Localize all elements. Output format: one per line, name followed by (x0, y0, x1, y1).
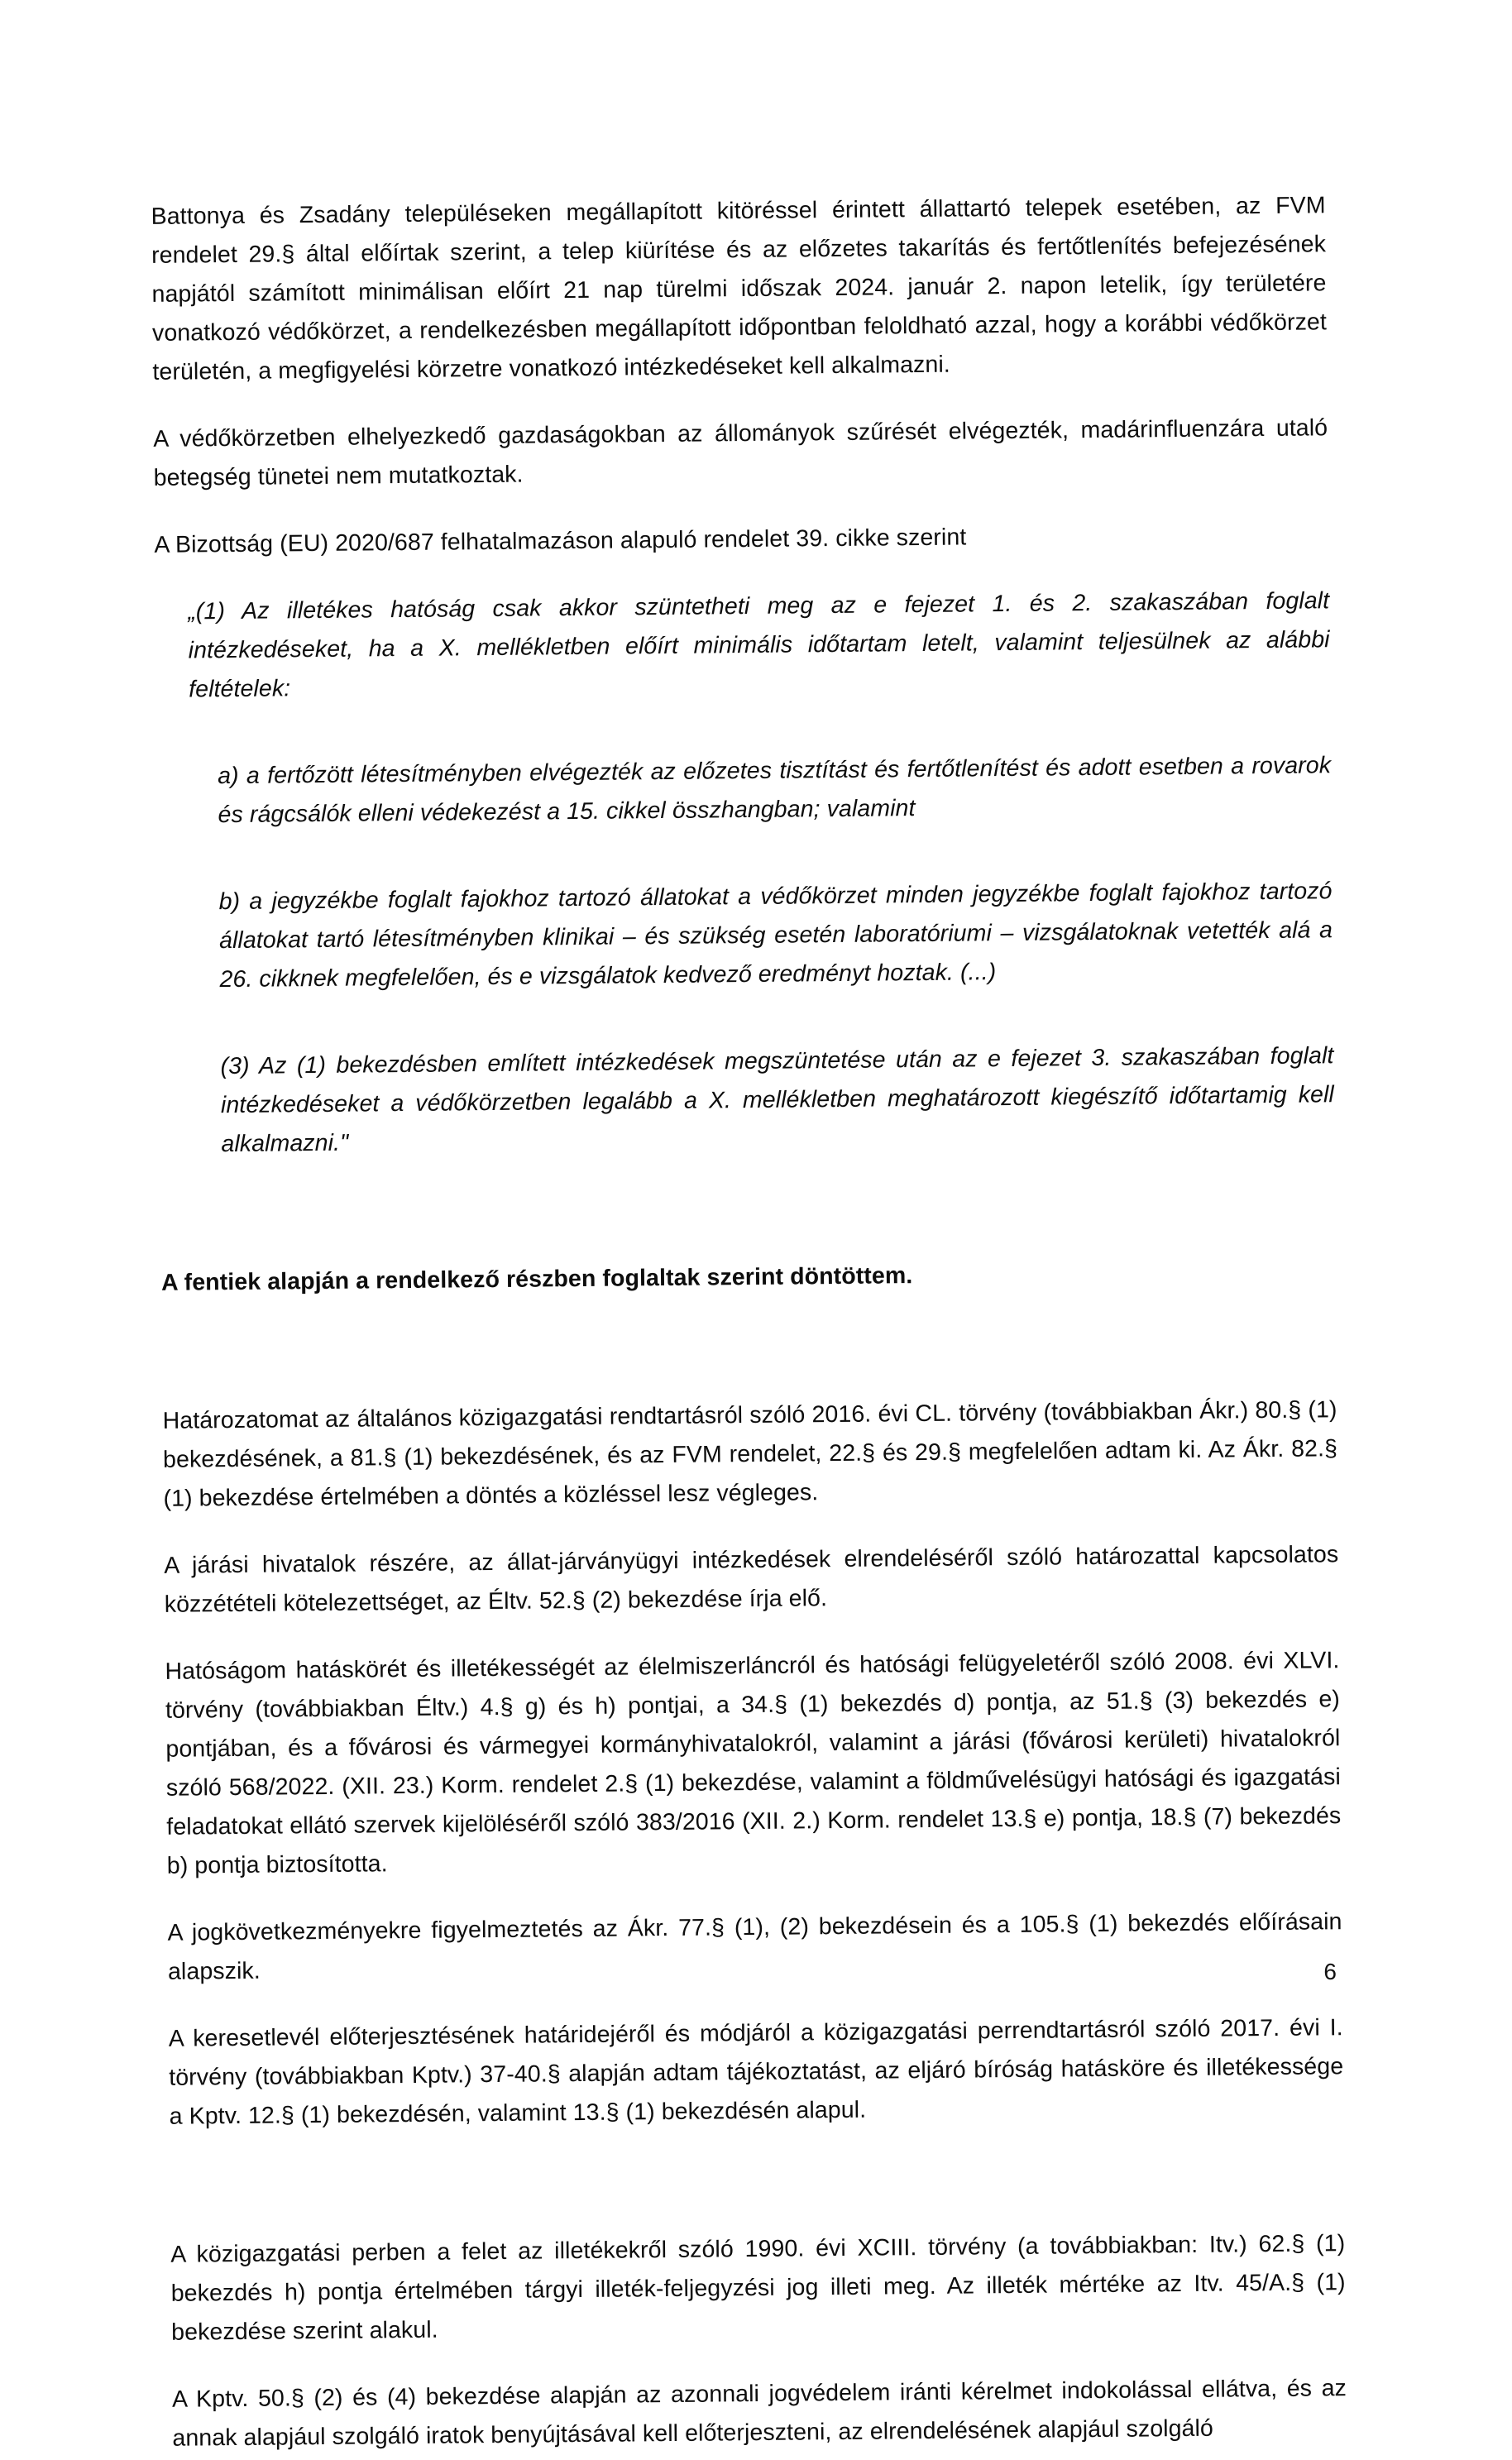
paragraph-publication-duty: A járási hivatalok részére, az állat-járványügyi intézkedések elrendeléséről szóló határozattal kapcsolatos közzétételi kötelezettséget, az Éltv. 52.§ (2) bekezdése írja elő. (164, 1541, 1339, 1618)
paragraph-appeal-deadline: A keresetlevél előterjesztésének határidejéről és módjáról a közigazgatási perrendtartásról szóló 2017. évi I. törvény (továbbiakban Kptv.) 37-40.§ alapján adtam tájékoztatást, az eljáró bíróság hatásköre és illetékessége a Kptv. 12.§ (1) bekezdésén, valamint 13.§ (1) bekezdésén alapul. (168, 2014, 1344, 2130)
quoted-clause-1: „(1) Az illetékes hatóság csak akkor szüntetheti meg az e fejezet 1. és 2. szakaszában foglalt intézkedéseket, ha a X. mellékletben előírt minimális időtartam letelt, valamint teljesülnek az alábbi feltételek: (188, 587, 1330, 703)
paragraph-stamp-duty: A közigazgatási perben a felet az illetékekről szóló 1990. évi XCIII. törvény (a továbbiakban: Itv.) 62.§ (1) bekezdés h) pontja értelmében tárgyi illeték-feljegyzési jog illeti meg. Az illeték mértéke az Itv. 45/A.§ (1) bekezdése szerint alakul. (170, 2230, 1346, 2346)
paragraph-2: A védőkörzetben elhelyezkedő gazdaságokban az állományok szűrését elvégezték, madárinfluenzára utaló betegség tünetei nem mutatkoztak. (153, 414, 1328, 491)
spacer (170, 2125, 1345, 2236)
paragraph-3-regulation-reference: A Bizottság (EU) 2020/687 felhatalmazáson alapuló rendelet 39. cikke szerint (154, 524, 967, 558)
page-number: 6 (1323, 1959, 1337, 1984)
quoted-clause-3: (3) Az (1) bekezdésben említett intézkedések megszüntetése után az e fejezet 3. szakaszában foglalt intézkedéseket a védőkörzetben legalább a X. mellékletben meghatározott kiegészítő időtartamig kell alkalmazni." (220, 1042, 1335, 1158)
paragraph-legal-consequences: A jogkövetkezményekre figyelmeztetés az Ákr. 77.§ (1), (2) bekezdésein és a 105.§ (1) bekezdés előírásain alapszik. (167, 1908, 1342, 1985)
spacer (160, 1153, 1336, 1264)
decision-heading: A fentiek alapján a rendelkező részben foglaltak szerint döntöttem. (160, 1262, 913, 1296)
paragraph-jurisdiction: Hatóságom hatáskörét és illetékességét az élelmiszerláncról és hatósági felügyeletéről szóló 2008. évi XLVI. törvény (továbbiakban Éltv.) 4.§ g) és h) pontjai, a 34.§ (1) bekezdés d) pontja, az 51.§ (3) bekezdés e) pontjában, és a fővárosi és vármegyei kormányhivatalokról, valamint a járási (fővárosi kerületi) hivatalokról szóló 568/2022. (XII. 23.) Korm. rendelet 2.§ (1) bekezdése, valamint a földművelésügyi hatósági és igazgatási feladatokat ellátó szervek kijelöléséről szóló 383/2016 (XII. 2.) Korm. rendelet 13.§ e) pontja, 18.§ (7) bekezdés b) pontja biztosította. (165, 1647, 1342, 1879)
paragraph-immediate-legal-protection: A Kptv. 50.§ (2) és (4) bekezdése alapján az azonnali jogvédelem iránti kérelmet indokolással ellátva, és az annak alapjául szolgáló iratok benyújtásával kell előterjeszteni, az elrendelésének alapjául szolgáló (171, 2375, 1347, 2452)
spacer (161, 1291, 1337, 1402)
text-column (151, 186, 1347, 2458)
quoted-clause-a: a) a fertőzött létesítményben elvégezték az előzetes tisztítást és fertőtlenítést és adott esetben a rovarok és rágcsálók elleni védekezést a 15. cikkel összhangban; valamint (217, 752, 1332, 829)
paragraph-1: Battonya és Zsadány településeken megállapított kitöréssel érintett állattartó telepek esetében, az FVM rendelet 29.§ által előírtak szerint, a telep kiürítése és az előzetes takarítás és fertőtlenítés befejezésének napjától számított minimálisan előírt 21 nap türelmi időszak 2024. január 2. napon letelik, így területére vonatkozó védőkörzet, a rendelkezésben megállapított időpontban feloldható azzal, hogy a korábbi védőkörzet területén, a megfigyelési körzetre vonatkozó intézkedéseket kell alkalmazni. (151, 192, 1328, 385)
quoted-clause-b: b) a jegyzékbe foglalt fajokhoz tartozó állatokat a védőkörzet minden jegyzékbe foglalt fajokhoz tartozó állatokat tartó létesítményben klinikai – és szükség esetén laboratóriumi – vizsgálatoknak vetették alá a 26. cikknek megfelelően, és e vizsgálatok kedvező eredményt hoztak. (...) (218, 878, 1333, 993)
paragraph-legal-basis-akr: Határozatomat az általános közigazgatási rendtartásról szóló 2016. évi CL. törvény (továbbiakban Ákr.) 80.§ (1) bekezdésének, a 81.§ (1) bekezdésének, és az FVM rendelet, 22.§ és 29.§ megfelelően adtam ki. Az Ákr. 82.§ (1) bekezdése értelmében a döntés a közléssel lesz végleges. (162, 1396, 1338, 1512)
